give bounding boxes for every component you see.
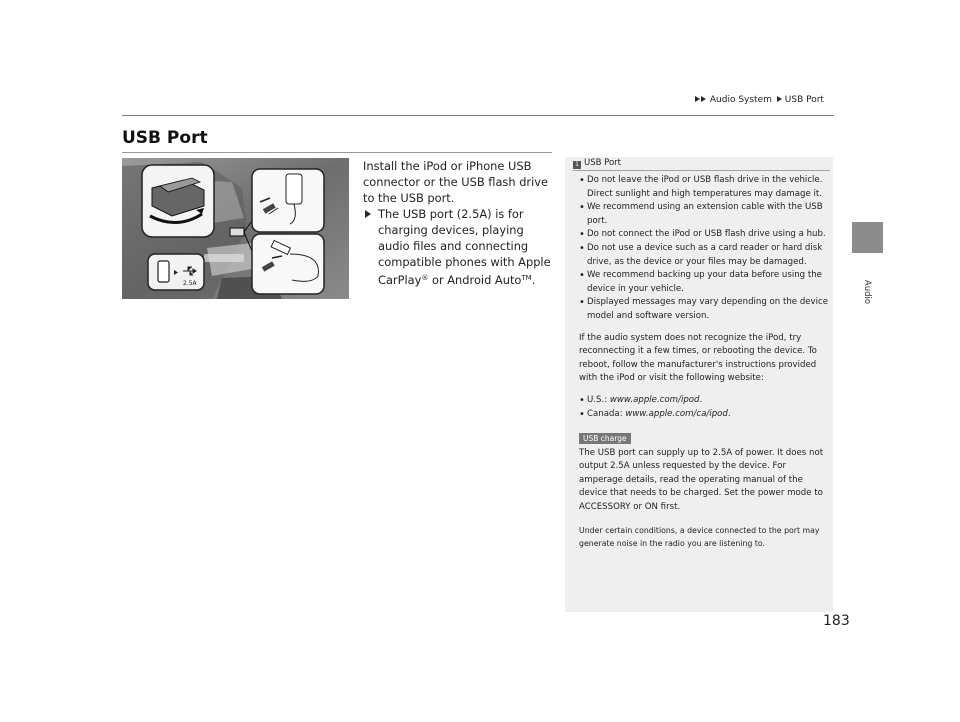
usb-rating-label: 2.5A bbox=[183, 280, 197, 287]
intro-paragraph: Install the iPod or iPhone USB connector or the USB flash drive to the USB port. bbox=[363, 159, 549, 205]
website-item-us: • U.S.: www.apple.com/ipod. bbox=[579, 394, 829, 408]
iphone-cable-inset bbox=[252, 169, 324, 232]
breadcrumb bbox=[695, 95, 824, 105]
breadcrumb-level2: USB Port bbox=[784, 95, 824, 105]
main-body bbox=[363, 158, 553, 288]
breadcrumb-arrow-icon bbox=[701, 96, 706, 102]
header-rule bbox=[122, 115, 834, 116]
sidebar-rule bbox=[573, 170, 830, 171]
sub-text-middle: or Android Auto bbox=[428, 273, 522, 287]
page-number: 183 bbox=[823, 613, 850, 629]
sub-arrow-icon bbox=[365, 210, 371, 218]
page-title: USB Port bbox=[122, 128, 208, 148]
caution-item: • Do not connect the iPod or USB flash drive using a hub. bbox=[579, 228, 829, 242]
sub-text-before: The USB port (2.5A) is for charging devices, playing audio files and connecting compatible phones with Apple CarPlay bbox=[378, 207, 551, 287]
sidebar-header bbox=[573, 158, 621, 169]
apple-us-link[interactable]: www.apple.com/ipod bbox=[609, 394, 700, 405]
notes-sidebar bbox=[565, 157, 833, 612]
console-lid-inset bbox=[142, 165, 214, 237]
usb-charge-symbol-inset bbox=[148, 254, 204, 290]
trademark-mark: TM bbox=[521, 274, 532, 282]
caution-item: • Do not use a device such as a card reader or hard disk drive, as the device or your files may be damaged. bbox=[579, 242, 829, 269]
title-rule bbox=[122, 152, 552, 153]
caution-item: • Do not leave the iPod or USB flash drive in the vehicle. Direct sunlight and high temperatures may damage it. bbox=[579, 174, 829, 201]
caution-item: • Displayed messages may vary depending on the device model and software version. bbox=[579, 296, 829, 323]
usb-charge-tag: USB charge bbox=[579, 433, 631, 444]
caution-list bbox=[579, 174, 829, 324]
breadcrumb-arrow-icon bbox=[695, 96, 700, 102]
website-list bbox=[579, 394, 829, 421]
usb-drive-inset bbox=[252, 234, 324, 294]
website-item-canada: • Canada: www.apple.com/ca/ipod. bbox=[579, 408, 829, 422]
charge-paragraph: The USB port can supply up to 2.5A of power. It does not output 2.5A unless requested by the device. For amperage details, read the operating manual of the device that needs to be charged. Set the power mode to ACCESSORY or ON first. bbox=[579, 447, 824, 513]
section-tab-label: Audio bbox=[862, 279, 872, 305]
noise-note: Under certain conditions, a device connected to the port may generate noise in the radio you are listening to. bbox=[579, 525, 820, 548]
breadcrumb-level1: Audio System bbox=[709, 95, 772, 105]
apple-canada-link[interactable]: www.apple.com/ca/ipod bbox=[625, 408, 728, 419]
reference-icon: 1 bbox=[573, 161, 581, 169]
breadcrumb-arrow-icon bbox=[777, 96, 782, 102]
caution-item: • We recommend using an extension cable with the USB port. bbox=[579, 201, 829, 228]
usb-capability-note bbox=[363, 206, 553, 288]
usb-port-illustration bbox=[122, 158, 349, 299]
sub-text-end: . bbox=[531, 273, 536, 287]
section-tab-marker bbox=[852, 222, 883, 253]
sidebar-title: USB Port bbox=[584, 158, 622, 168]
caution-item: • We recommend backing up your data before using the device in your vehicle. bbox=[579, 269, 829, 296]
registered-mark: ® bbox=[421, 274, 429, 282]
sidebar-content bbox=[579, 174, 829, 550]
reboot-paragraph: If the audio system does not recognize the iPod, try reconnecting it a few times, or rebooting the device. To reboot, follow the manufacturer's instructions provided with the iPod or visit the following website: bbox=[579, 332, 817, 384]
